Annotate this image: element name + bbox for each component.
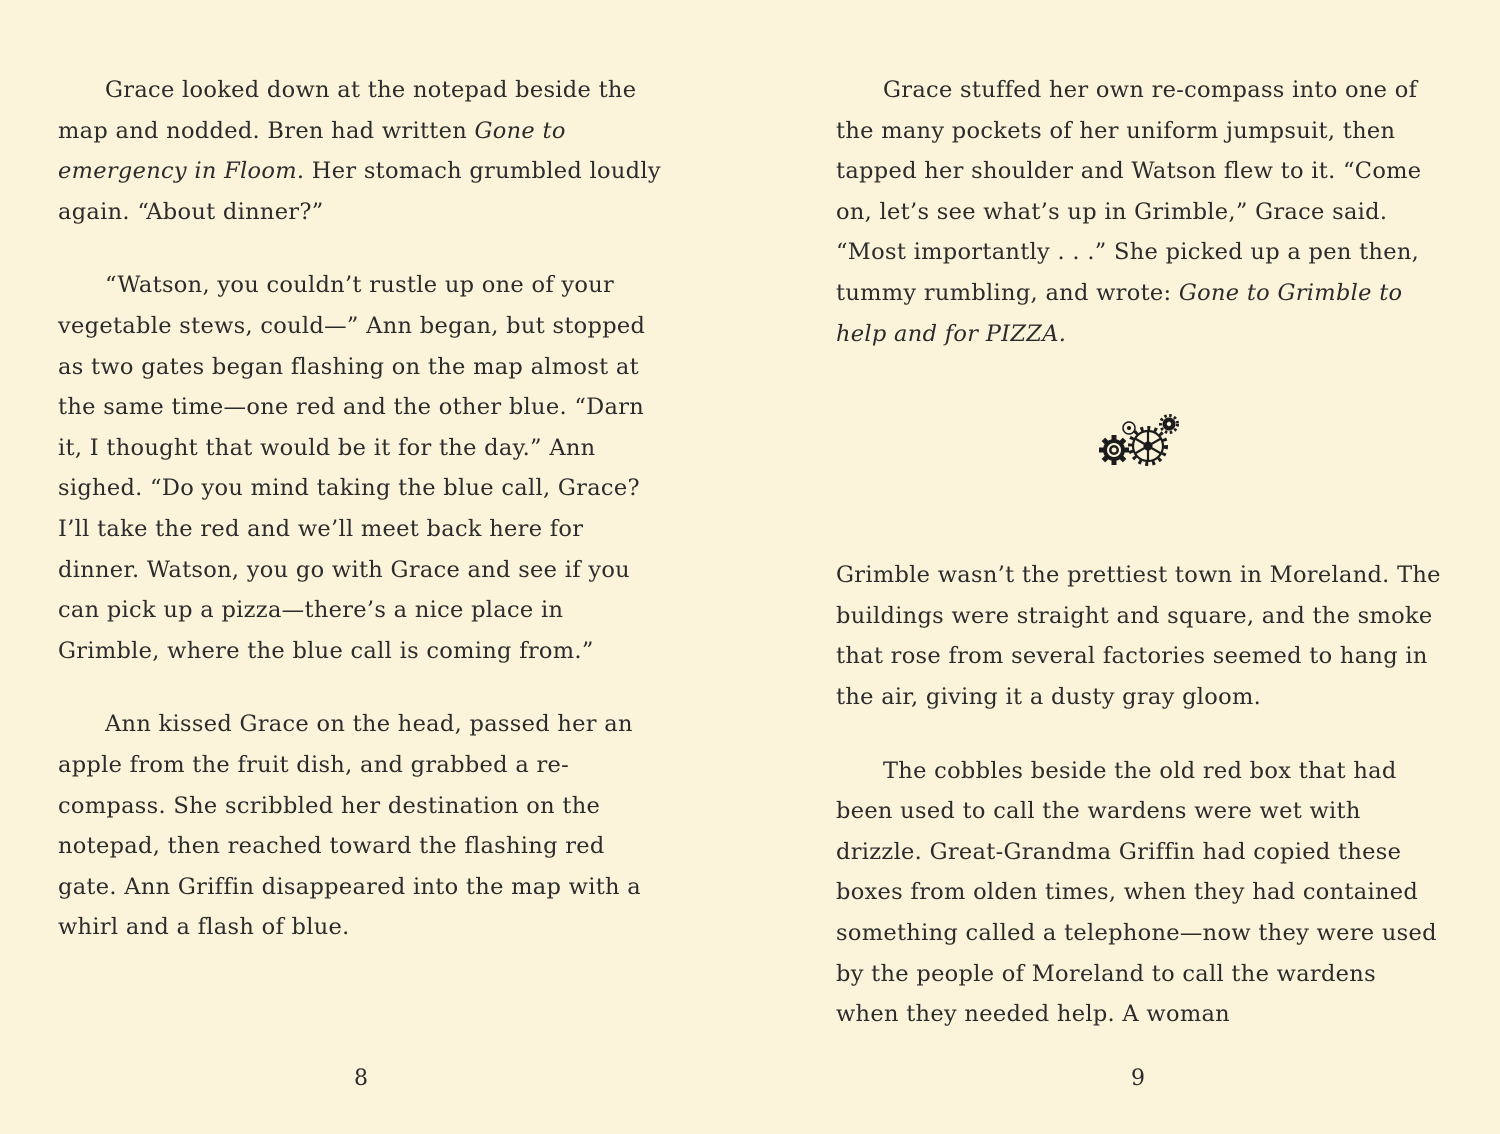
italic-text: Gone to Grimble to help and for PIZZA. [836, 279, 1403, 347]
right-page [836, 70, 1446, 1068]
page-number: 9 [1131, 1066, 1145, 1091]
left-page [58, 70, 668, 981]
paragraph: Grimble wasn’t the prettiest town in Moreland. The buildings were straight and square, and the smoke that rose from several factories seemed to hang in the air, giving it a dusty gray gloom. [836, 562, 1441, 710]
paragraph: “Watson, you couldn’t rustle up one of your vegetable stews, could—” Ann began, but stopped as two gates began flashing on the map almost at the same time—one red and the other blue. “Darn it, I thought that would be it for the day.” Ann sighed. “Do you mind taking the blue call, Grace? I’ll take the red and we’ll meet back here for dinner. Watson, you go with Grace and see if you can pick up a pizza—there’s a nice place in Grimble, where the blue call is coming from.” [58, 272, 646, 664]
paragraph: Grace looked down at the notepad beside the map and nodded. Bren had written Gone to emergency in Floom. Her stomach grumbled loudly again. “About dinner?” [58, 77, 661, 225]
paragraph: Grace stuffed her own re-compass into one of the many pockets of her uniform jumpsuit, then tapped her shoulder and Watson flew to it. “Come on, let’s see what’s up in Grimble,” Grace said. “Most importantly . . .” She picked up a pen then, tummy rumbling, and wrote: Gone to Grimble to help and for PIZZA. [836, 77, 1422, 347]
gears-icon [1096, 412, 1182, 468]
paragraph: The cobbles beside the old red box that had been used to call the wardens were wet with drizzle. Great-Grandma Griffin had copied these boxes from olden times, when they had contained something called a telephone—now they were used by the people of Moreland to call the wardens when they needed help. A woman [836, 757, 1437, 1028]
page-number: 8 [354, 1066, 368, 1091]
italic-text: Gone to emergency in Floom [58, 117, 566, 185]
paragraph: Ann kissed Grace on the head, passed her an apple from the fruit dish, and grabbed a re-compass. She scribbled her destination on the notepad, then reached toward the flashing red gate. Ann Griffin disappeared into the map with a whirl and a flash of blue. [58, 711, 641, 941]
